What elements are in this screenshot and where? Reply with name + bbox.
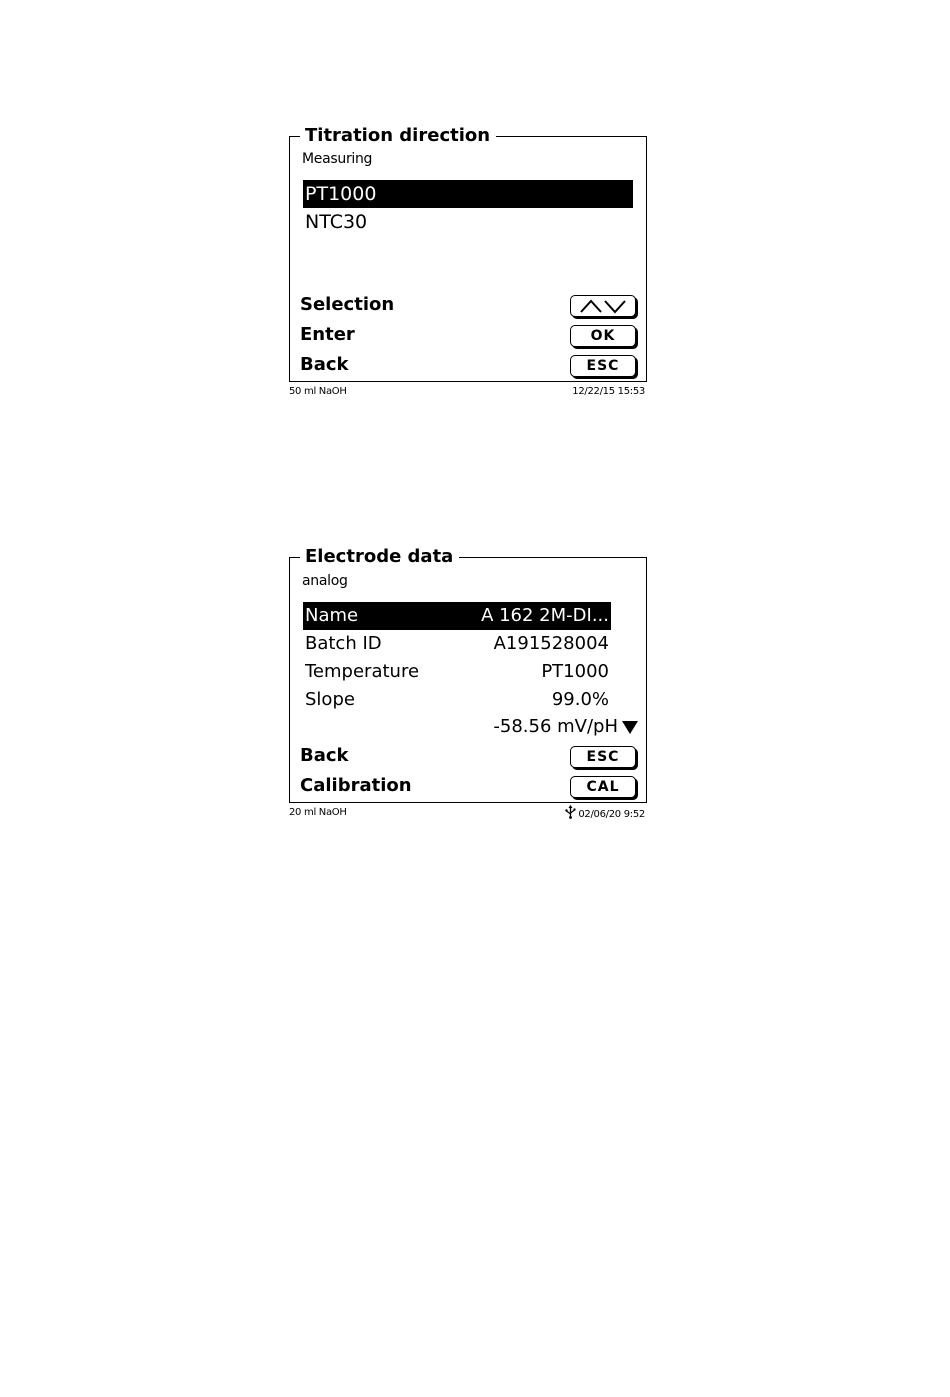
option-pt1000[interactable]: PT1000 [303,180,633,208]
row-temperature[interactable] [303,658,611,686]
enter-label: Enter [300,324,355,345]
option-ntc30[interactable]: NTC30 [305,211,368,233]
row-value [493,713,639,741]
titration-direction-screen [289,125,647,400]
row-value: 99.0% [551,689,609,710]
esc-button[interactable]: ESC [570,355,636,377]
row-slope[interactable] [303,686,611,714]
status-reagent: 50 ml NaOH [289,386,347,397]
row-label: Batch ID [305,633,382,654]
softkey-row-back [300,743,636,771]
softkey-row-calibration [300,773,636,801]
row-value: PT1000 [541,661,609,682]
slope-mv-value: -58.56 mV/pH [493,716,618,737]
usb-icon [565,805,576,819]
calibration-label: Calibration [300,775,412,796]
dialog-subtitle: analog [302,573,348,589]
softkey-row-back [300,352,636,380]
status-datetime: 12/22/15 15:53 [572,386,645,397]
dialog-title: Titration direction [300,126,496,146]
row-label: Slope [305,689,355,710]
back-label: Back [300,745,349,766]
status-datetime: 02/06/20 9:52 [578,809,645,820]
selection-label: Selection [300,294,395,315]
arrows-up-down-icon [575,298,631,314]
softkey-row-enter [300,322,636,350]
row-name[interactable] [303,602,611,630]
down-arrow-icon[interactable] [621,719,639,735]
row-label: Temperature [305,661,420,682]
row-batch-id[interactable] [303,630,611,658]
status-reagent: 20 ml NaOH [289,807,347,818]
dialog-subtitle: Measuring [302,151,373,167]
row-value: A191528004 [493,633,609,654]
arrows-up-down-button[interactable] [570,295,636,317]
ok-button[interactable]: OK [570,325,636,347]
dialog-frame [289,546,647,803]
row-label: Name [305,605,359,626]
status-datetime-wrap [565,805,645,820]
esc-button[interactable]: ESC [570,746,636,768]
dialog-title: Electrode data [300,547,459,567]
dialog-frame [289,125,647,382]
row-slope-mv[interactable] [303,713,639,741]
cal-button[interactable]: CAL [570,776,636,798]
electrode-data-screen [289,546,647,821]
row-value: A 162 2M-DI... [481,605,609,626]
back-label: Back [300,354,349,375]
softkey-row-selection [300,292,636,320]
